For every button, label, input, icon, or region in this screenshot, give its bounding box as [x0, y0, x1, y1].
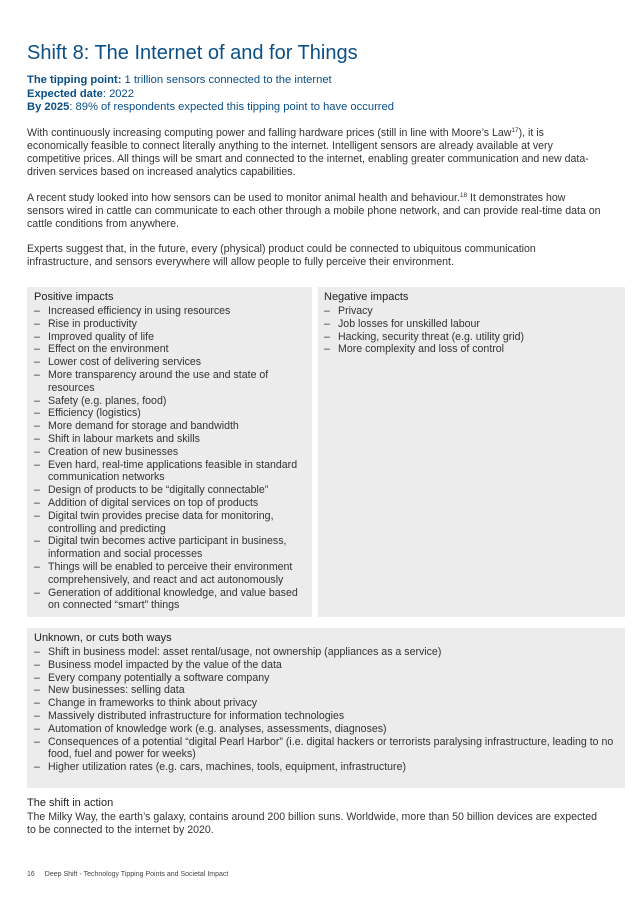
paragraph-1: [27, 127, 602, 179]
positive-impact-item: – Digital twin becomes active participant in business, information and social processes: [34, 535, 306, 561]
tipping-point-value: 1 trillion sensors connected to the internet: [121, 74, 332, 86]
positive-impact-item: – Lower cost of delivering services: [34, 356, 306, 369]
unknown-impact-item: – Higher utilization rates (e.g. cars, machines, tools, equipment, infrastructure): [34, 761, 619, 774]
positive-impact-item: – Effect on the environment: [34, 343, 306, 356]
unknown-impacts-box: [27, 628, 625, 788]
unknown-impact-item: – Business model impacted by the value of the data: [34, 659, 619, 672]
positive-impact-item: – Rise in productivity: [34, 318, 306, 331]
negative-impact-item: – More complexity and loss of control: [324, 343, 619, 356]
positive-impact-item: – Addition of digital services on top of products: [34, 497, 306, 510]
positive-impact-item: – Creation of new businesses: [34, 446, 306, 459]
positive-impact-item: – Digital twin provides precise data for monitoring, controlling and predicting: [34, 510, 306, 536]
paragraph-2-text-a: A recent study looked into how sensors can be used to monitor animal health and behaviour.: [27, 192, 460, 204]
paragraph-1-text-a: With continuously increasing computing power and falling hardware prices (still in line with Moore’s Law: [27, 127, 512, 139]
positive-impact-item: – Safety (e.g. planes, food): [34, 395, 306, 408]
page-number: 16: [27, 871, 35, 878]
paragraph-3: Experts suggest that, in the future, every (physical) product could be connected to ubiquitous communication infrastructure, and sensors everywhere will allow people to fully perceive their environment.: [27, 243, 536, 268]
unknown-impact-item: – Consequences of a potential “digital Pearl Harbor” (i.e. digital hackers or terrorists paralysing infrastructure, leading to no food, fuel and power for weeks): [34, 736, 619, 762]
positive-impact-item: – Efficiency (logistics): [34, 407, 306, 420]
expected-date-label: Expected date: [27, 87, 103, 100]
shift-in-action-heading: The shift in action: [27, 797, 114, 809]
unknown-impact-item: – Massively distributed infrastructure for information technologies: [34, 710, 619, 723]
positive-impact-item: – Increased efficiency in using resources: [34, 305, 306, 318]
expected-date-value: : 2022: [102, 87, 134, 100]
tipping-point-label: The tipping point:: [27, 74, 122, 86]
positive-impact-item: – Generation of additional knowledge, and value based on connected “smart” things: [34, 587, 306, 613]
page-title: Shift 8: The Internet of and for Things: [27, 42, 358, 64]
negative-impact-item: – Job losses for unskilled labour: [324, 318, 619, 331]
positive-impact-item: – More demand for storage and bandwidth: [34, 420, 306, 433]
tipping-point-block: [27, 74, 394, 115]
unknown-impacts-heading: Unknown, or cuts both ways: [34, 632, 172, 644]
positive-impacts-list: [34, 305, 306, 612]
footnote-ref-18[interactable]: 18: [459, 192, 468, 199]
unknown-impact-item: – Automation of knowledge work (e.g. analyses, assessments, diagnoses): [34, 723, 619, 736]
positive-impacts-heading: Positive impacts: [34, 291, 114, 303]
positive-impact-item: – Even hard, real-time applications feasible in standard communication networks: [34, 459, 306, 485]
footnote-ref-17[interactable]: 17: [511, 127, 519, 134]
positive-impact-item: – Shift in labour markets and skills: [34, 433, 306, 446]
unknown-impact-item: – Shift in business model: asset rental/usage, not ownership (appliances as a service): [34, 646, 619, 659]
negative-impact-item: – Hacking, security threat (e.g. utility grid): [324, 331, 619, 344]
negative-impacts-list: [324, 305, 619, 356]
unknown-impact-item: – Change in frameworks to think about privacy: [34, 697, 619, 710]
negative-impact-item: – Privacy: [324, 305, 619, 318]
positive-impact-item: – More transparency around the use and state of resources: [34, 369, 306, 395]
unknown-impact-item: – New businesses: selling data: [34, 684, 619, 697]
footer-text: Deep Shift - Technology Tipping Points and Societal Impact: [44, 871, 229, 878]
positive-impact-item: – Design of products to be “digitally connectable”: [34, 484, 306, 497]
positive-impacts-box: [27, 287, 312, 617]
by-2025-label: By 2025: [27, 101, 70, 113]
by-2025-value: : 89% of respondents expected this tipping point to have occurred: [69, 101, 394, 113]
unknown-impact-item: – Every company potentially a software company: [34, 672, 619, 685]
paragraph-1-text-b: ), it is economically feasible to connect literally anything to the internet. Intelligent sensors are already available at very competitive prices. All things will be smart and connected to the internet, enabling greater communication and new data-driven services based on increased analytics capabilities.: [27, 127, 589, 178]
positive-impact-item: – Things will be enabled to perceive their environment comprehensively, and react and act autonomously: [34, 561, 306, 587]
positive-impact-item: – Improved quality of life: [34, 331, 306, 344]
paragraph-2-text-b: It demonstrates how sensors wired in cattle can communicate to each other through a mobile phone network, and can provide real-time data on cattle conditions from anywhere.: [27, 192, 601, 230]
negative-impacts-heading: Negative impacts: [324, 291, 409, 303]
paragraph-2: [27, 192, 602, 231]
negative-impacts-box: [318, 287, 625, 617]
footer: [27, 871, 228, 878]
shift-in-action-text: The Milky Way, the earth’s galaxy, contains around 200 billion suns. Worldwide, more than 50 billion devices are expected to be connected to the internet by 2020.: [27, 811, 598, 836]
unknown-impacts-list: [34, 646, 619, 774]
